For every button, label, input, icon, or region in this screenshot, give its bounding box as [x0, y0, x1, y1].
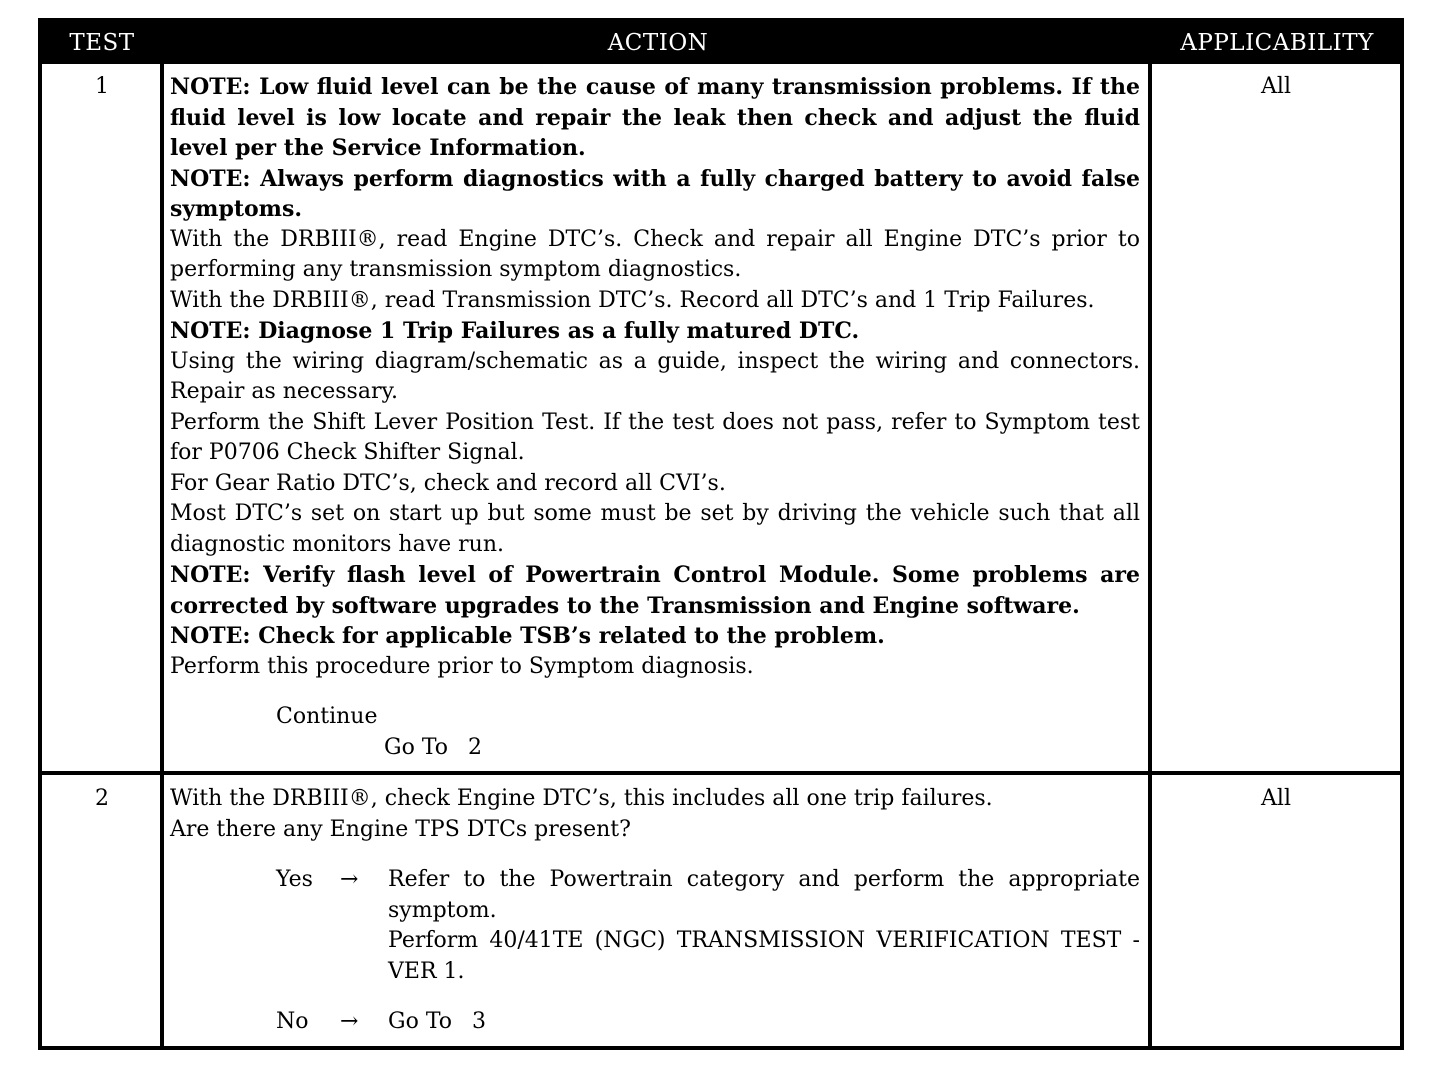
row1-goto-label: Go To [384, 734, 449, 760]
row1-note-flash: NOTE: Verify flash level of Powertrain Control Module. Some problems are corrected by software upgrades to the Transmission and Engine software. [170, 562, 1140, 619]
row2-yes-branch [276, 865, 1140, 987]
row1-note-trip-failures: NOTE: Diagnose 1 Trip Failures as a fully matured DTC. [170, 318, 860, 344]
row2-no-branch [276, 1007, 1140, 1038]
arrow-right-icon: → [340, 867, 359, 892]
row1-wiring: Using the wiring diagram/schematic as a guide, inspect the wiring and connectors. Repair as necessary. [170, 348, 1140, 404]
row1-engine-dtc: With the DRBIII®, read Engine DTC’s. Check and repair all Engine DTC’s prior to performing any transmission symptom diagnostics. [170, 226, 1140, 282]
header-applicability: APPLICABILITY [1180, 30, 1374, 56]
row2-no-goto-target[interactable]: 3 [472, 1009, 487, 1034]
row2-action [170, 784, 1140, 1038]
column-divider [1148, 64, 1152, 1050]
row2-applicability: All [1261, 786, 1291, 811]
row1-applicability: All [1261, 74, 1291, 99]
row1-goto [384, 733, 1140, 764]
row2-no-label: No [276, 1009, 309, 1034]
row2-question: Are there any Engine TPS DTCs present? [170, 816, 631, 842]
row2-no-goto-label: Go To [388, 1009, 453, 1034]
header-action: ACTION [607, 30, 709, 56]
row1-continue-label: Continue [276, 704, 378, 729]
row1-perform-prior: Perform this procedure prior to Symptom diagnosis. [170, 653, 754, 679]
row1-most-dtc: Most DTC’s set on start up but some must be set by driving the vehicle such that all diagnostic monitors have run. [170, 501, 1140, 557]
row1-goto-target[interactable]: 2 [468, 734, 483, 760]
row2-yes-body [388, 865, 1140, 987]
row2-yes-perform[interactable]: Perform 40/41TE (NGC) TRANSMISSION VERIFICATION TEST - VER 1. [388, 928, 1140, 984]
row1-note-battery: NOTE: Always perform diagnostics with a fully charged battery to avoid false symptoms. [170, 165, 1140, 222]
row2-yes-label: Yes [276, 867, 313, 892]
row2-yes-refer: Refer to the Powertrain category and perform the appropriate symptom. [388, 867, 1140, 923]
row1-gear-ratio: For Gear Ratio DTC’s, check and record all CVI’s. [170, 470, 726, 496]
row1-action [170, 72, 1140, 763]
row2-no-body [388, 1007, 1140, 1038]
row2-check-engine-dtc: With the DRBIII®, check Engine DTC’s, this includes all one trip failures. [170, 786, 993, 811]
diagnostic-table [38, 18, 1404, 1050]
arrow-right-icon: → [340, 1009, 359, 1034]
row1-test-number: 1 [95, 74, 109, 99]
row1-note-tsb: NOTE: Check for applicable TSB’s related to the problem. [170, 623, 885, 649]
header-test: TEST [69, 30, 135, 56]
table-header [42, 22, 1400, 64]
row1-shift-lever: Perform the Shift Lever Position Test. If the test does not pass, refer to Symptom test for P0706 Check Shifter Signal. [170, 409, 1140, 465]
row2-test-number: 2 [95, 786, 109, 811]
row1-transmission-dtc: With the DRBIII®, read Transmission DTC’s. Record all DTC’s and 1 Trip Failures. [170, 287, 1095, 313]
row-divider [42, 771, 1400, 775]
column-divider [160, 64, 164, 1050]
row1-note-fluid: NOTE: Low fluid level can be the cause of many transmission problems. If the fluid level is low locate and repair the leak then check and adjust the fluid level per the Service Information. [170, 74, 1140, 161]
